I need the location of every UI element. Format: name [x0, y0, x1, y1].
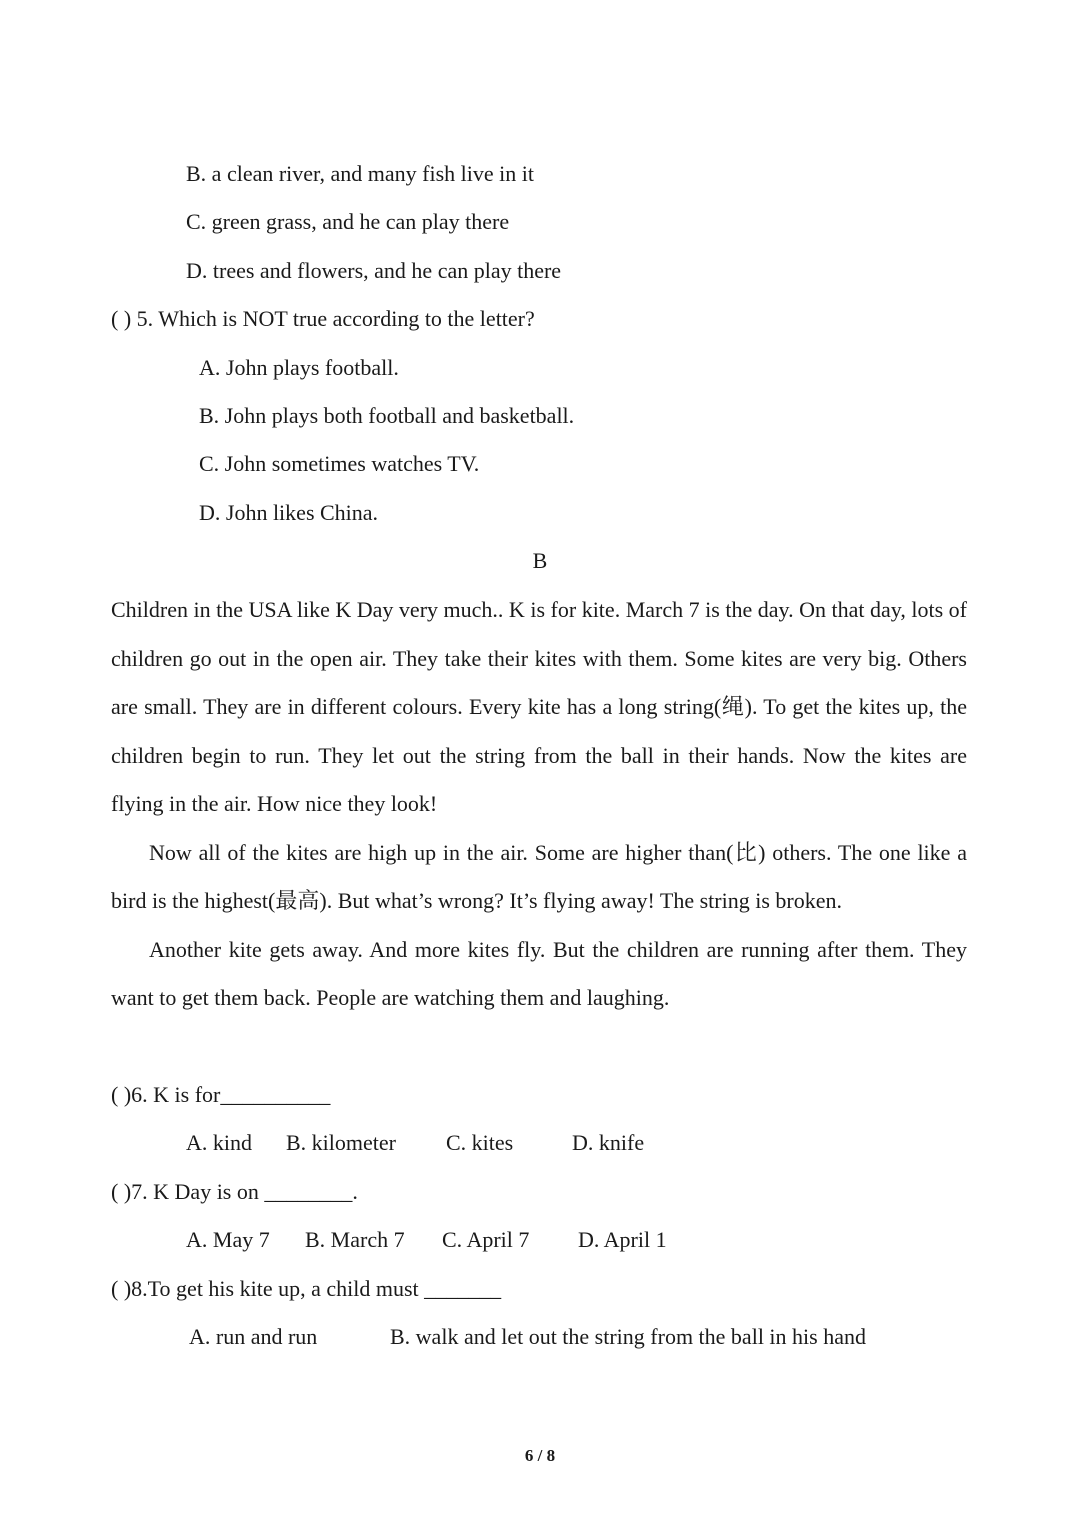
q5-option-d: D. John likes China. — [199, 500, 379, 525]
q6-option-a: A. kind — [186, 1130, 252, 1155]
passage — [111, 586, 967, 1023]
q5-option-b: B. John plays both football and basketball. — [199, 403, 575, 428]
passage-paragraph-1: Children in the USA like K Day very much.. K is for kite. March 7 is the day. On that day, lots of children go out in the open air. They take their kites with them. Some kites are very big. Others are small. They are in different colours. Every kite has a long string(绳). To get the kites up, the children begin to run. They let out the string from the ball in their hands. Now the kites are flying in the air. How nice they look! — [111, 597, 967, 816]
q6-stem: ( )6. K is for__________ — [111, 1082, 331, 1107]
q5-option-c: C. John sometimes watches TV. — [199, 451, 480, 476]
q4-option-c: C. green grass, and he can play there — [186, 209, 510, 234]
passage-paragraph-3: Another kite gets away. And more kites fly. But the children are running after them. They want to get them back. People are watching them and laughing. — [111, 936, 967, 1010]
section-b-heading: B — [532, 548, 548, 573]
q8-option-b: B. walk and let out the string from the ball in his hand — [390, 1324, 866, 1349]
passage-paragraph-2: Now all of the kites are high up in the air. Some are higher than(比) others. The one like a bird is the highest(最高). But what’s wrong? It’s flying away! The string is broken. — [111, 839, 967, 913]
q6-option-c: C. kites — [446, 1130, 514, 1155]
q8-stem: ( )8.To get his kite up, a child must _______ — [111, 1276, 502, 1301]
q8-option-a: A. run and run — [189, 1324, 318, 1349]
q7-option-d: D. April 1 — [578, 1227, 667, 1252]
q7-option-c: C. April 7 — [442, 1227, 530, 1252]
q5-stem: ( ) 5. Which is NOT true according to the letter? — [111, 306, 535, 331]
q7-option-b: B. March 7 — [305, 1227, 405, 1252]
q4-option-d: D. trees and flowers, and he can play there — [186, 258, 562, 283]
q7-option-a: A. May 7 — [186, 1227, 270, 1252]
q7-stem: ( )7. K Day is on ________. — [111, 1179, 358, 1204]
q5-option-a: A. John plays football. — [199, 355, 399, 380]
q6-option-b: B. kilometer — [286, 1130, 396, 1155]
q4-option-b: B. a clean river, and many fish live in it — [186, 161, 534, 186]
page-number: 6 / 8 — [524, 1446, 556, 1465]
q6-option-d: D. knife — [572, 1130, 645, 1155]
